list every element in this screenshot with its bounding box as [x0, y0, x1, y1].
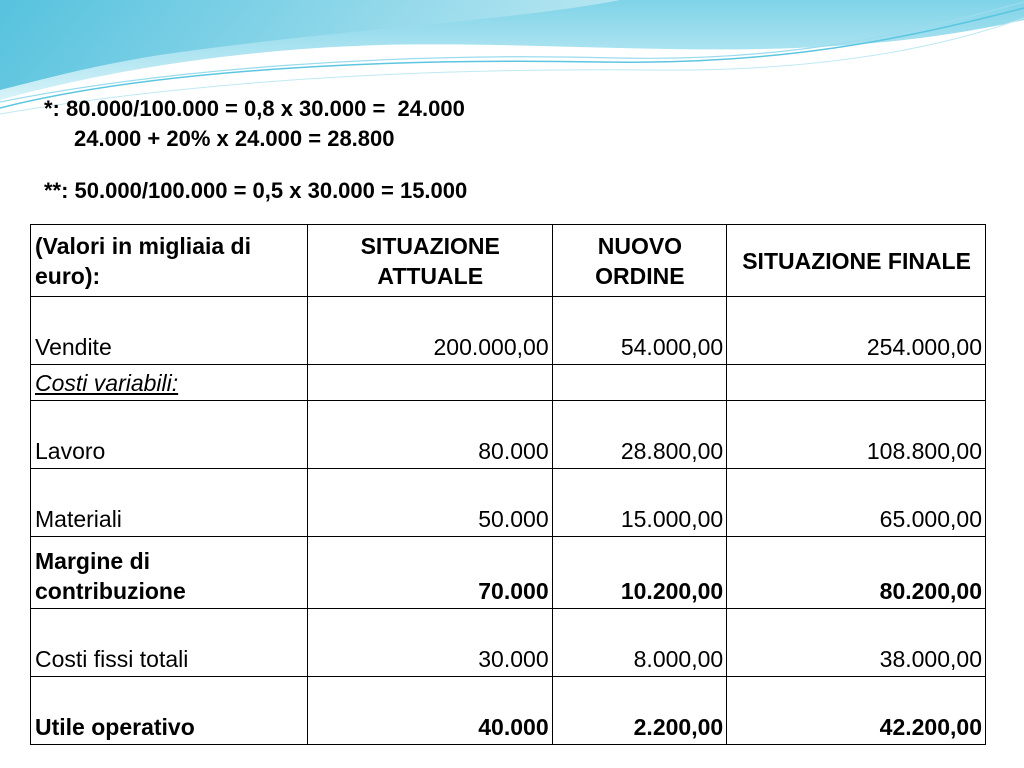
cell-finale: 254.000,00	[727, 297, 986, 365]
cell-attuale: 70.000	[307, 537, 552, 609]
table-row-margine	[31, 537, 986, 609]
cell-finale: 38.000,00	[727, 609, 986, 677]
row-label: Lavoro	[31, 401, 308, 469]
table-row-costi-fissi	[31, 609, 986, 677]
row-label: Vendite	[31, 297, 308, 365]
table-row-utile	[31, 677, 986, 745]
cell-nuovo: 54.000,00	[552, 297, 727, 365]
header-nuovo-ordine: NUOVO ORDINE	[552, 225, 727, 297]
table-row-costi-variabili	[31, 365, 986, 401]
cell-attuale: 50.000	[307, 469, 552, 537]
table-row-vendite	[31, 297, 986, 365]
row-label: Costi variabili:	[31, 365, 308, 401]
cell-attuale: 80.000	[307, 401, 552, 469]
note-line-2: 24.000 + 20% x 24.000 = 28.800	[74, 126, 395, 151]
header-situazione-attuale: SITUAZIONE ATTUALE	[307, 225, 552, 297]
cell-nuovo: 8.000,00	[552, 609, 727, 677]
cell-finale: 80.200,00	[727, 537, 986, 609]
cell-attuale: 40.000	[307, 677, 552, 745]
cell-nuovo: 28.800,00	[552, 401, 727, 469]
row-label: Costi fissi totali	[31, 609, 308, 677]
cell-finale	[727, 365, 986, 401]
cell-attuale: 200.000,00	[307, 297, 552, 365]
calculation-notes	[44, 94, 467, 206]
cell-attuale	[307, 365, 552, 401]
table-row-materiali	[31, 469, 986, 537]
row-label: Materiali	[31, 469, 308, 537]
row-label: Utile operativo	[31, 677, 308, 745]
cell-nuovo: 10.200,00	[552, 537, 727, 609]
table-row-lavoro	[31, 401, 986, 469]
financial-table	[30, 224, 986, 745]
cell-nuovo: 2.200,00	[552, 677, 727, 745]
header-situazione-finale: SITUAZIONE FINALE	[727, 225, 986, 297]
cell-attuale: 30.000	[307, 609, 552, 677]
cell-finale: 65.000,00	[727, 469, 986, 537]
cell-nuovo: 15.000,00	[552, 469, 727, 537]
cell-nuovo	[552, 365, 727, 401]
header-label: (Valori in migliaia di euro):	[31, 225, 308, 297]
cell-finale: 108.800,00	[727, 401, 986, 469]
cell-finale: 42.200,00	[727, 677, 986, 745]
row-label: Margine di contribuzione	[31, 537, 308, 609]
note-line-3: **: 50.000/100.000 = 0,5 x 30.000 = 15.000	[44, 178, 468, 203]
table-header-row	[31, 225, 986, 297]
note-line-1: *: 80.000/100.000 = 0,8 x 30.000 = 24.000	[44, 96, 465, 121]
